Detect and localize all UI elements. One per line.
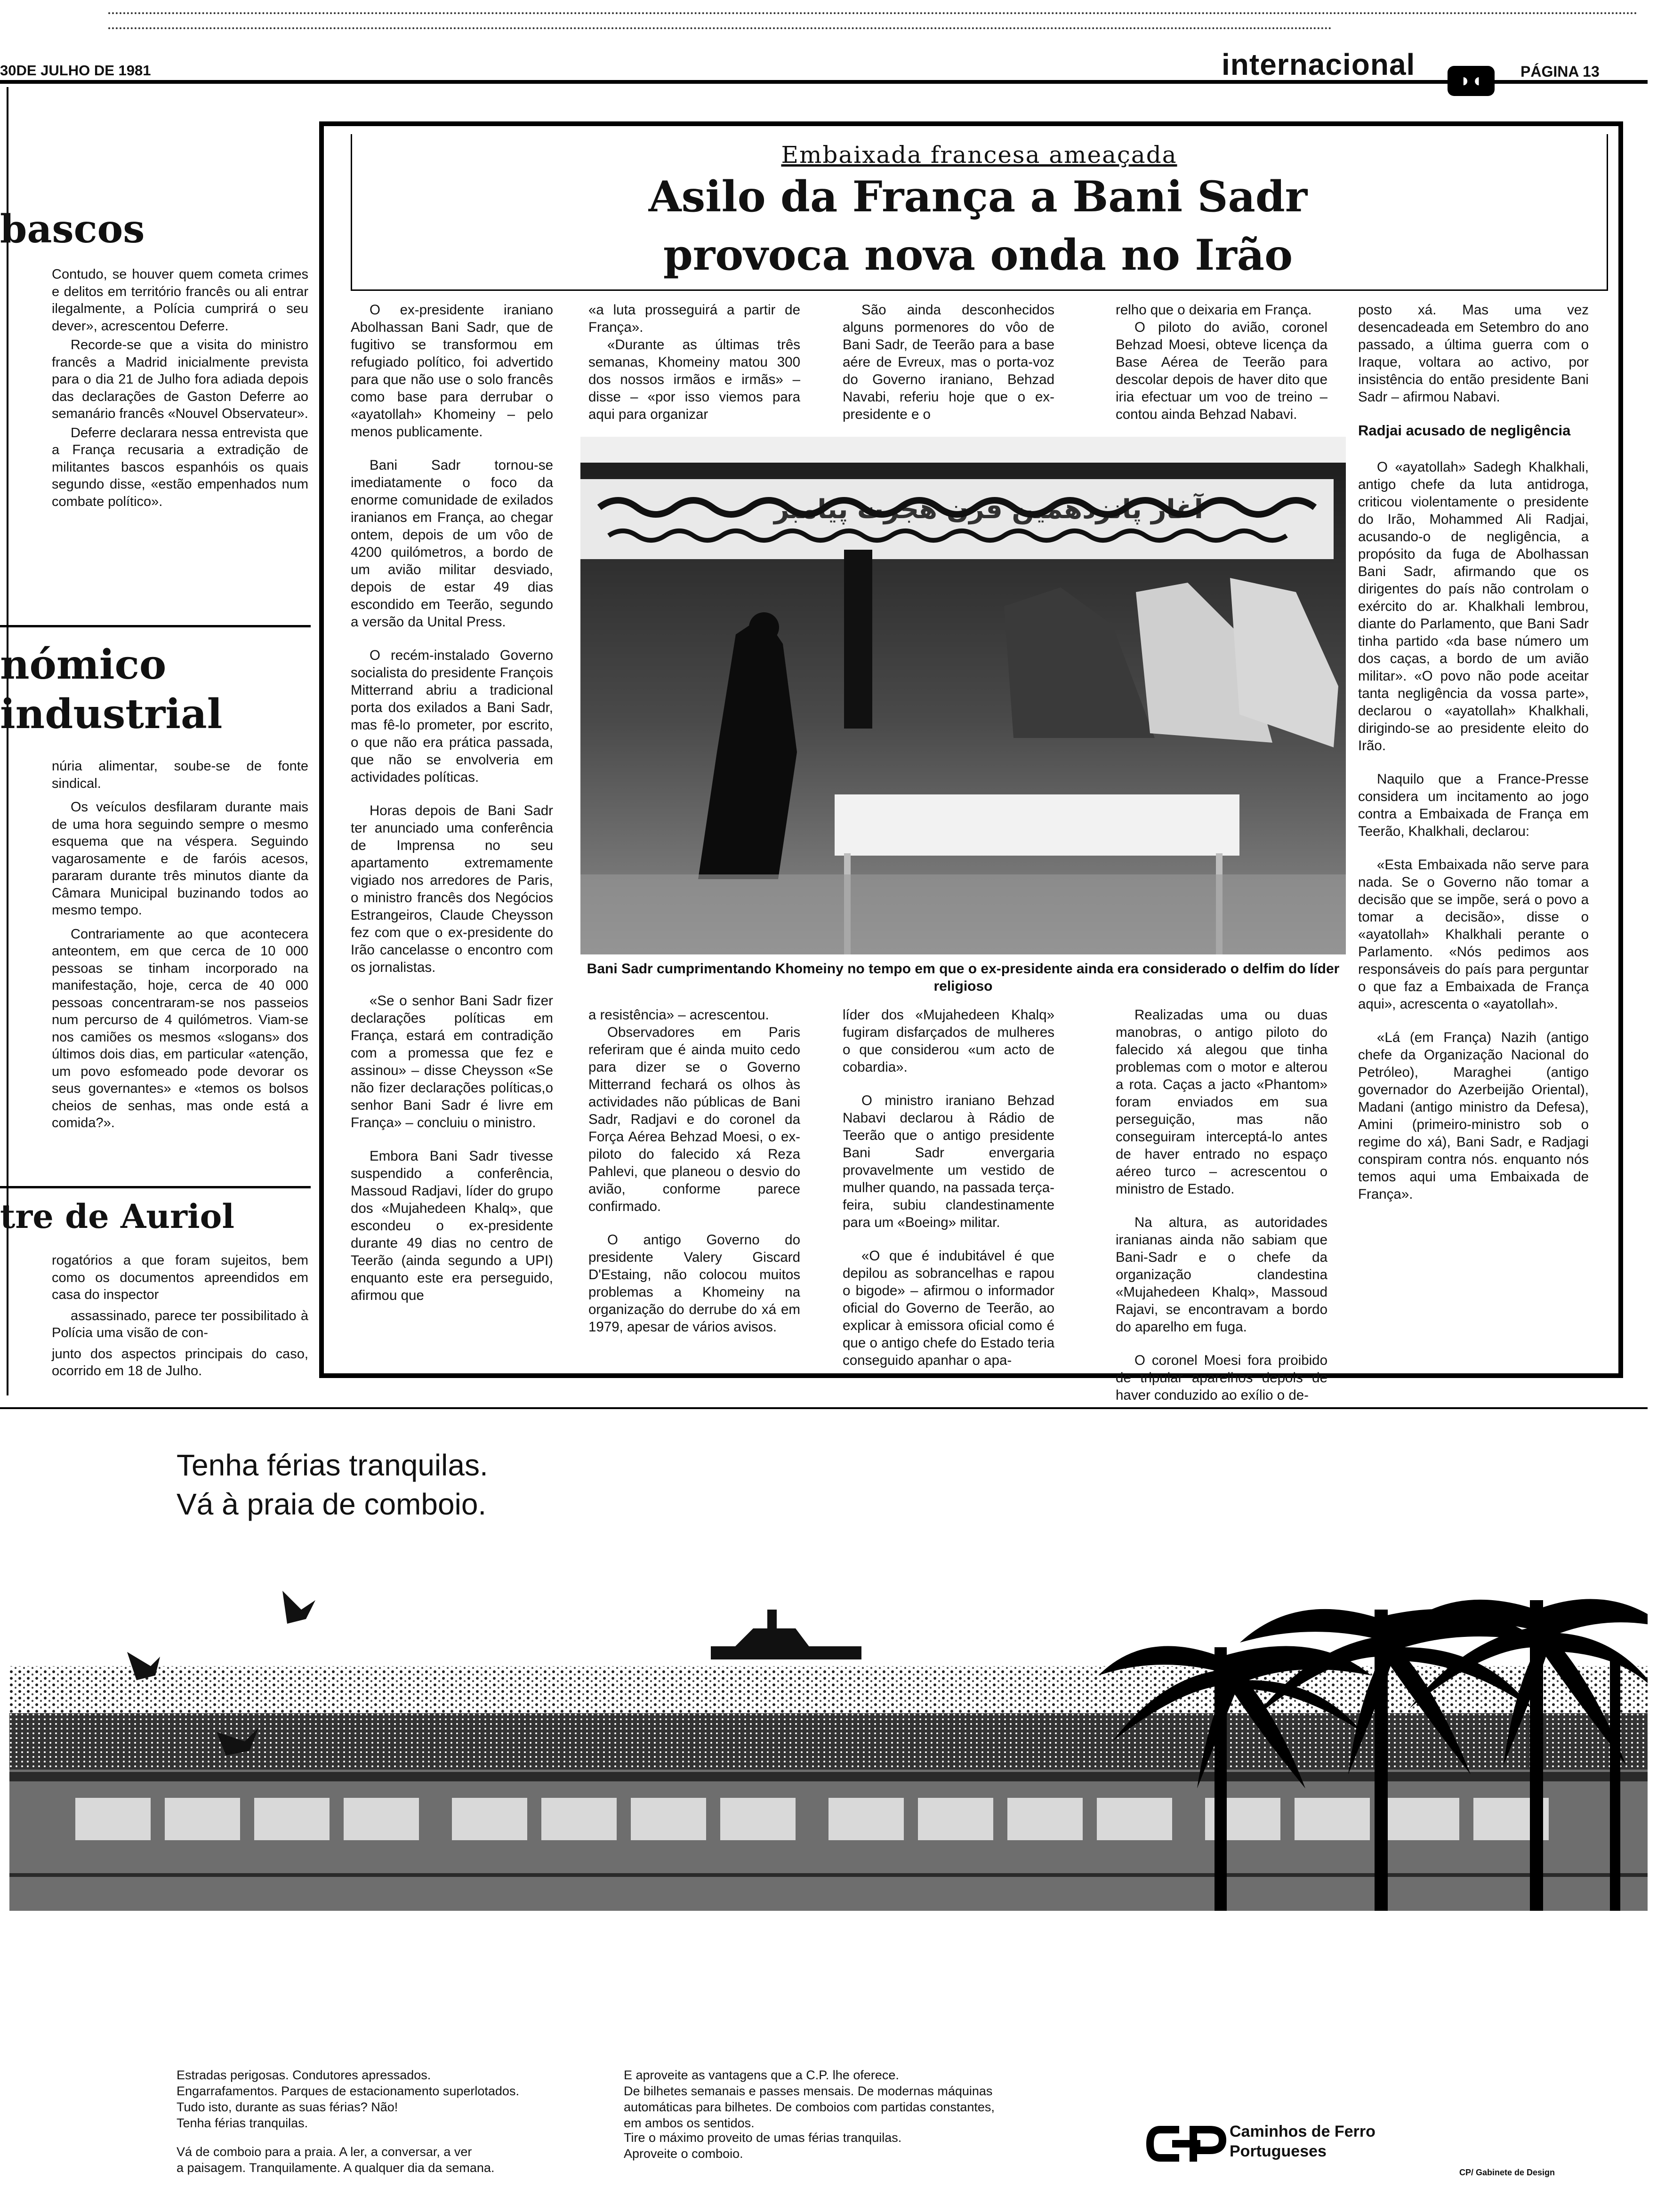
paragraph: «Se o senhor Bani Sadr fizer declarações políticas em França, estará em contradição com a promessa que fez e assinou» – disse Cheysson «Se não fizer declarações políticas,o senhor Bani Sadr é livre em França» – concluiu o ministro. <box>351 993 553 1130</box>
article-kicker: Embaixada francesa ameaçada <box>781 141 1177 168</box>
ad-text-line: Tire o máximo proveito de umas férias tranquilas. <box>624 2131 902 2145</box>
fragment-text-economico <box>52 758 308 1148</box>
paragraph: Bani Sadr tornou-se imediatamente o foco da enorme comunidade de exilados iranianos em França, ao chegar ontem, depois de um vôo de 4200 quilómetros, a bordo de um avião militar desviado, depois de estar 49 dias escondido em Teerão, segundo a versão da Unital Press. <box>351 457 553 630</box>
ad-text-line: Estradas perigosas. Condutores apressados. <box>177 2068 431 2082</box>
left-strip-divider <box>0 625 311 627</box>
article-column-4-top <box>1116 301 1327 439</box>
fragment-headline-bascos: bascos <box>0 207 145 252</box>
left-strip-divider-2 <box>0 1186 311 1188</box>
paragraph: Realizadas uma ou duas manobras, o antigo piloto do falecido xá alegou que tinha problemas com o motor e alterou a rota. Caças a jacto «Phantom» foram enviados em sua perseguição, mas não conseguiram interceptá-lo antes de haver entrado no espaço aéreo turco – acrescentou o ministro de Estado. <box>1116 1007 1327 1197</box>
paragraph: «Lá (em França) Nazih (antigo chefe da Organização Nacional do Petróleo), Maraghei (antigo governador do Azerbeijão Oriental), Madani (antigo ministro da Defesa), Amini (primeiro-ministro sob o regime do xá), Bani Sadr, e Radjagi conspiram contra nós. enquanto nós temos aqui uma Embaixada de França». <box>1358 1030 1589 1202</box>
paragraph: O ministro iraniano Behzad Nabavi declarou à Rádio de Teerão que o antigo presidente Bani Sadr envergaria provavelmente um vestido de mulher quando, na passada terça-feira, subiu clandestinamente para um «Boeing» militar. <box>843 1093 1054 1230</box>
paragraph: Contudo, se houver quem cometa crimes e delitos em território francês ou ali entrar ilegalmente, a Polícia cumprirá o seu dever», acrescentou Deferre. <box>52 267 308 334</box>
paragraph: Horas depois de Bani Sadr ter anunciado uma conferência de Imprensa no seu apartamento extremamente vigiado nos arredores de Paris, o ministro francês dos Negócios Estrangeiros, Claude Cheysson fez com que o ex-presidente do Irão cancelasse o encontro com os jornalistas. <box>351 803 553 975</box>
article-headline-line-2: provoca nova onda no Irão <box>663 230 1293 280</box>
header-dotted-rule <box>108 12 1638 14</box>
section-badge-icon: ◗◖ <box>1448 66 1495 96</box>
ad-text-line: Vá de comboio para a praia. A ler, a conversar, a ver <box>177 2145 472 2159</box>
ad-body-left-2 <box>177 2144 494 2176</box>
ad-headline-line-2: Vá à praia de comboio. <box>177 1487 487 1521</box>
fragment-headline-economico-1: nómico <box>0 641 167 689</box>
paragraph: Observadores em Paris referiram que é ainda muito cedo para dizer se o Governo Mitterrand fechará os olhos às actividades não públicas de Bani Sadr, Radjavi e do coronel da Força Aérea Behzad Moesi, o ex-piloto do falecido xá Reza Pahlevi, que planeou o desvio do avião, conforme parece confirmado. <box>588 1025 800 1214</box>
paragraph: Deferre declarara nessa entrevista que a França recusaria a extradição de militantes bascos espanhóis os quais segundo disse, «estão empenhados num combate político». <box>52 425 308 509</box>
cp-logo-name-1: Caminhos de Ferro <box>1230 2123 1375 2140</box>
ad-text-line: Tudo isto, durante as suas férias? Não! <box>177 2100 398 2114</box>
ad-headline-line-1: Tenha férias tranquilas. <box>177 1448 488 1482</box>
ad-credit: CP/ Gabinete de Design <box>1459 2168 1555 2177</box>
section-name: internacional <box>1222 48 1416 81</box>
fragment-headline-economico-2: industrial <box>0 690 223 738</box>
paragraph: posto xá. Mas uma vez desencadeada em Setembro do ano passado, a última guerra com o Iraque, voltara ao activo, por insistência do então presidente Bani Sadr – afirmou Nabavi. <box>1358 302 1589 405</box>
paragraph: «a luta prosseguirá a partir de França». <box>588 302 800 335</box>
ad-body-left-1 <box>177 2067 519 2131</box>
paragraph: O coronel Moesi fora proibido de tripular aparelhos depois de haver conduzido ao exílio o de- <box>1116 1353 1327 1403</box>
ad-train-photo <box>9 1591 1648 2061</box>
paragraph: assassinado, parece ter possibilitado à Polícia uma visão de con- <box>52 1308 308 1340</box>
ad-body-right-1 <box>624 2067 995 2131</box>
paragraph: «O que é indubitável é que depilou as sobrancelhas e rapou o bigode» – afirmou o informador oficial do Governo de Teerão, ao explicar à emissora oficial como é que o antigo chefe do Estado teria conseguido apanhar o apa- <box>843 1248 1054 1368</box>
ad-text-line: a paisagem. Tranquilamente. A qualquer dia da semana. <box>177 2161 495 2175</box>
paragraph: O recém-instalado Governo socialista do presidente François Mitterrand abriu a tradicional porta dos exilados a Bani Sadr, mas fê-lo prometer, por escrito, o que não era prática passada, que não se envolveria em actividades políticas. <box>351 648 553 785</box>
cp-logo-svg <box>1146 2125 1226 2163</box>
article-column-3-top <box>843 301 1054 439</box>
article-column-2-bottom <box>588 1006 800 1352</box>
paragraph: O piloto do avião, coronel Behzad Moesi, obteve licença da Base Aérea de Teerão para descolar depois de haver dito que iria efectuar um voo de treino – contou ainda Behzad Nabavi. <box>1116 320 1327 422</box>
ad-text-line: Aproveite o comboio. <box>624 2147 743 2161</box>
paragraph: Na altura, as autoridades iranianas ainda não sabiam que Bani-Sadr e o chefe da organização clandestina «Mujahedeen Khalq», Massoud Rajavi, se encontravam a bordo do aparelho em fuga. <box>1116 1215 1327 1335</box>
paragraph: junto dos aspectos principais do caso, ocorrido em 18 de Julho. <box>52 1346 308 1378</box>
photo-caption: Bani Sadr cumprimentando Khomeiny no tempo em que o ex-presidente ainda era considerado o delfim do líder religioso <box>587 961 1340 994</box>
paragraph: «Durante as últimas três semanas, Khomeiny matou 300 dos nossos irmãos e irmãs» – disse – «por isso viemos para aqui para organizar <box>588 337 800 422</box>
ad-top-rule <box>0 1407 1648 1409</box>
paragraph: Recorde-se que a visita do ministro francês a Madrid inicialmente prevista para o dia 21 de Julho fora adiada depois das declarações de Gaston Deferre ao semanário francês «Nouvel Observateur». <box>52 337 308 421</box>
cp-logo-name-2: Portugueses <box>1230 2142 1327 2160</box>
article-headline-line-1: Asilo da França a Bani Sadr <box>648 172 1308 222</box>
paragraph: Contrariamente ao que acontecera anteontem, em que cerca de 10 000 pessoas se tinham incorporado na manifestação, hoje, cerca de 40 000 pessoas concentraram-se nos passeios num percurso de 4 quilómetros. Viam-se nos camiões os mesmos «slogans» dos últimos dois dias, em particular «atenção, um povo esfomeado pode devorar os seus governantes» e «temos os bolsos cheios de senhas, mas onde está a comida?». <box>52 926 308 1130</box>
paragraph: relho que o deixaria em França. <box>1116 302 1312 318</box>
paragraph: a resistência» – acrescentou. <box>588 1007 769 1023</box>
cp-logo-icon <box>1146 2125 1226 2163</box>
fragment-text-auriol <box>52 1252 308 1396</box>
paragraph: O ex-presidente iraniano Abolhassan Bani Sadr, que de fugitivo se transformou em refugiado político, foi advertido para que não use o solo francês como base para derrubar o «ayatollah» Khomeiny – pelo menos publicamente. <box>351 302 553 440</box>
ad-text-line: Engarrafamentos. Parques de estacionamento superlotados. <box>177 2084 519 2098</box>
ad-text-line: E aproveite as vantagens que a C.P. lhe oferece. <box>624 2068 899 2082</box>
paragraph: O «ayatollah» Sadegh Khalkhali, antigo chefe da luta antidroga, criticou violentamente o presidente do Irão, Mohammed Ali Radjai, acusando-o de negligência, a propósito da fuga de Abolhassan Bani Sadr, afirmando que os dirigentes do país não controlam o exército do ar. Khalkhali lembrou, diante do Parlamento, que Bani Sadr tinha partido «da base número um dos caças, a bordo de um avião militar». «O povo não pode aceitar tanta negligência da vossa parte», declarou o «ayatollah» Khalkhali, dirigindo-se ao presidente eleito do Irão. <box>1358 459 1589 753</box>
header-date: 30DE JULHO DE 1981 <box>0 62 151 79</box>
article-column-3-bottom <box>843 1006 1054 1385</box>
paragraph: núria alimentar, soube-se de fonte sindical. <box>52 759 308 791</box>
paragraph: líder dos «Mujahedeen Khalq» fugiram disfarçados de mulheres o que considerou «um acto de cobardia». <box>843 1007 1054 1075</box>
article-subheading: Radjai acusado de negligência <box>1358 422 1571 439</box>
ad-train-image <box>9 1591 1648 2061</box>
article-column-1 <box>351 301 553 1320</box>
header-dotted-rule-2 <box>108 27 1332 29</box>
paragraph: Os veículos desfilaram durante mais de uma hora seguindo sempre o mesmo esquema que na véspera. Seguindo vagarosamente e de faróis acesos, pararam durante três minutos diante da Câmara Municipal buzinando todos ao mesmo tempo. <box>52 800 308 918</box>
page-label: PÁGINA 13 <box>1520 63 1600 80</box>
photo-banner-text: آغاز پانزدهمین قرن هجرت پیامبر <box>774 494 1203 525</box>
ad-text-line: Tenha férias tranquilas. <box>177 2116 308 2130</box>
article-column-2-top <box>588 301 800 439</box>
ad-text-line: em ambos os sentidos. <box>624 2116 755 2130</box>
fragment-text-bascos <box>52 266 308 526</box>
article-column-4-bottom <box>1116 1006 1327 1420</box>
paragraph: «Esta Embaixada não serve para nada. Se o Governo não tomar a decisão que se impõe, será o povo a tomar a decisão», disse o «ayatollah» Khalkhali perante o Parlamento. «Nós pedimos aos responsáveis do país para perguntar o que faz a Embaixada de França aqui», acrescenta o «ayatollah». <box>1358 857 1589 1012</box>
ad-text-line: De bilhetes semanais e passes mensais. De modernas máquinas <box>624 2084 993 2098</box>
paragraph: O antigo Governo do presidente Valery Giscard D'Estaing, não colocou muitos problemas a Khomeiny na organização do derrube do xá em 1979, apesar de vários avisos. <box>588 1232 800 1335</box>
fragment-headline-auriol: tre de Auriol <box>0 1197 234 1236</box>
paragraph: Naquilo que a France-Presse considera um incitamento ao jogo contra a Embaixada de França em Teerão, Khalkhali, declarou: <box>1358 771 1589 839</box>
ad-body-right-2 <box>624 2130 901 2162</box>
paragraph: rogatórios a que foram sujeitos, bem como os documentos apreendidos em casa do inspector <box>52 1253 308 1302</box>
paragraph: Embora Bani Sadr tivesse suspendido a conferência, Massoud Radjavi, líder do grupo dos «Mujahedeen Khalq», que escondeu o ex-presidente durante 49 dias no centro de Teerão (ainda segundo a UPI) enquanto este era perseguido, afirmou que <box>351 1148 553 1303</box>
ad-text-line: automáticas para bilhetes. De comboios com partidas constantes, <box>624 2100 995 2114</box>
article-column-5 <box>1358 301 1589 1219</box>
paragraph: São ainda desconhecidos alguns pormenores do vôo de Bani Sadr, de Teerão para a base aére de Evreux, mas o porta-voz do Governo iraniano, Behzad Navabi, referiu hoje que o ex-presidente e o <box>843 302 1054 422</box>
